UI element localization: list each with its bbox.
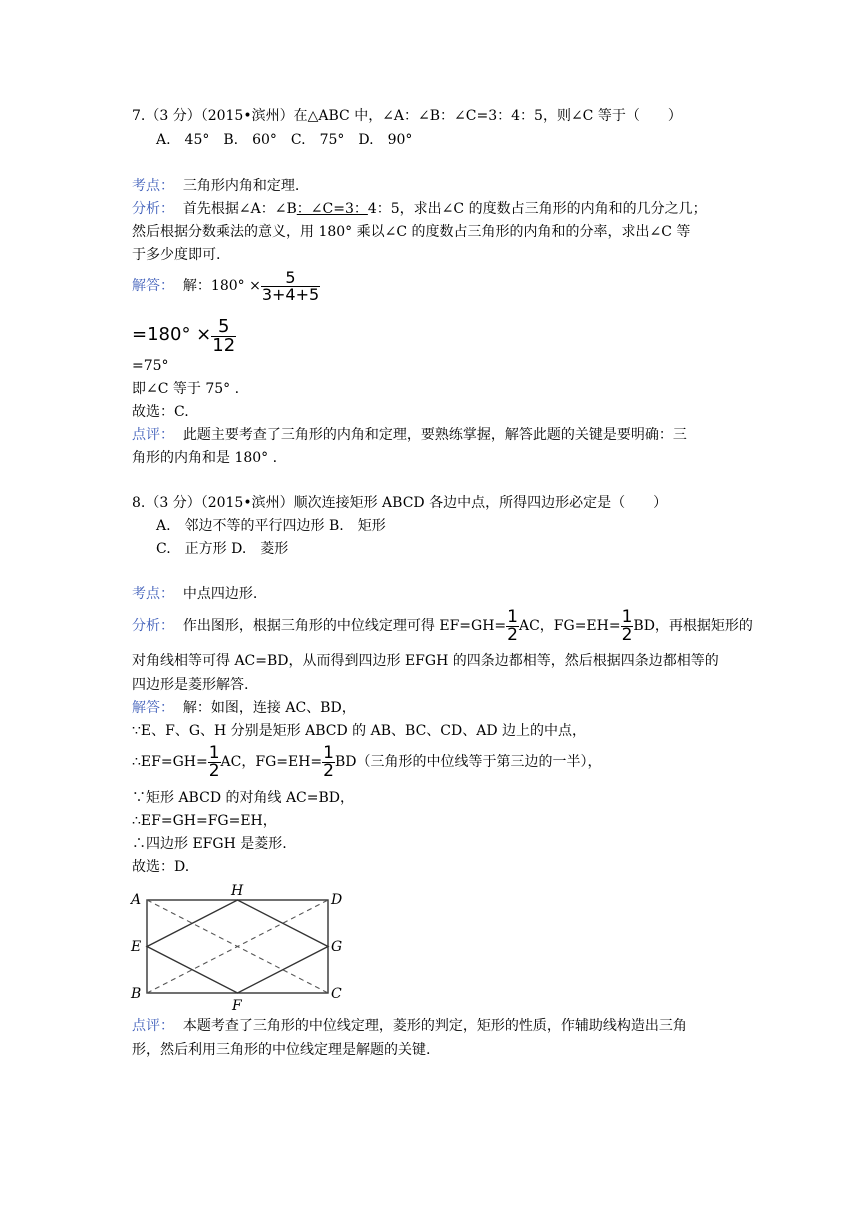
label-f: F (232, 998, 242, 1012)
q8-jieda-4: ∵矩形 ABCD 的对角线 AC=BD， (132, 790, 355, 806)
q7-fenxi-tag: 分析： (132, 201, 174, 217)
q8-half-num-3: 1 (208, 742, 220, 763)
q7-step4: 即∠C 等于 75° . (132, 381, 240, 397)
q8-jieda-1: 解：如图，连接 AC、BD， (182, 700, 356, 716)
q8-jieda-3a: ∴EF=GH= (132, 754, 208, 770)
q7-jieda-tag: 解答： (132, 278, 174, 294)
q8-half-fraction-4 (322, 742, 335, 781)
q8-jieda-3b: AC，FG=EH= (220, 754, 323, 770)
q8-fenxi-1a: 作出图形，根据三角形的中位线定理可得 EF=GH= (182, 618, 507, 634)
q7-dianping-tag: 点评： (132, 427, 174, 443)
label-d: D (331, 892, 343, 908)
q8-kaodian-text: 中点四边形. (182, 586, 258, 602)
q7-step2-line (132, 315, 236, 356)
q8-jieda-3c: BD（三角形的中位线等于第三边的一半）， (334, 754, 602, 770)
q7-fenxi-line-2: 然后根据分数乘法的意义，用 180° 乘以∠C 的度数占三角形的内角和的分率，求出∠C 等 (132, 224, 691, 240)
q8-options-1: A. 邻边不等的平行四边形 B. 矩形 (156, 518, 386, 534)
q7-options: A. 45° B. 60° C. 75° D. 90° (156, 132, 413, 148)
q8-options-2: C. 正方形 D. 菱形 (156, 541, 289, 557)
q8-dianping-line-1 (132, 1017, 687, 1035)
q7-dianping-line-2: 角形的内角和是 180° . (132, 450, 278, 466)
q8-half-den-4: 2 (323, 760, 334, 781)
q8-half-num-2: 1 (621, 606, 633, 627)
q8-half-fraction-2 (621, 606, 634, 645)
q8-jieda-2: ∵E、F、G、H 分别是矩形 ABCD 的 AB、BC、CD、AD 边上的中点， (132, 723, 587, 739)
q7-kaodian-tag: 考点： (132, 178, 174, 194)
q8-answer: 故选：D. (132, 859, 190, 875)
q7-kaodian-text: 三角形内角和定理. (182, 178, 300, 194)
q8-half-fraction-1 (506, 606, 519, 645)
q8-kaodian-tag: 考点： (132, 586, 174, 602)
q8-jieda-line (132, 699, 356, 717)
q7-jieda-pre: 解：180° × (182, 278, 261, 294)
q8-fenxi-line-1 (132, 606, 753, 646)
q8-fenxi-1b: AC，FG=EH= (518, 618, 621, 634)
q7-answer: 故选：C. (132, 404, 189, 420)
q7-frac1-den: 3+4+5 (261, 284, 320, 304)
q7-fraction-1 (261, 267, 320, 304)
label-h: H (231, 883, 244, 899)
q7-fenxi-1b: ：∠C=3： (296, 201, 368, 217)
q8-fenxi-line-3: 四边形是菱形解答. (132, 677, 249, 693)
q8-fenxi-line-2: 对角线相等可得 AC=BD，从而得到四边形 EFGH 的四条边都相等，然后根据四条边都相等的 (132, 653, 719, 669)
q7-step3: =75° (132, 358, 169, 374)
rectangle-rhombus-figure (128, 880, 350, 1012)
q7-jieda-line (132, 266, 320, 306)
q8-fenxi-1c: BD，再根据矩形的 (633, 618, 753, 634)
label-g: G (331, 939, 343, 955)
q7-fenxi-line-1 (132, 200, 707, 218)
q8-half-den-3: 2 (208, 760, 220, 781)
q8-jieda-6: ∴四边形 EFGH 是菱形. (132, 836, 287, 852)
q8-half-num-4: 1 (323, 742, 334, 763)
q8-half-den-2: 2 (621, 624, 633, 645)
q8-fenxi-tag: 分析： (132, 618, 174, 634)
q8-half-den-1: 2 (507, 624, 518, 645)
q7-step2-pre: =180° × (132, 324, 212, 345)
q8-half-num-1: 1 (507, 606, 518, 627)
label-c: C (331, 986, 342, 1002)
q8-half-fraction-3 (208, 742, 221, 781)
q7-fenxi-1a: 首先根据∠A：∠B (182, 201, 297, 217)
q8-dianping-1: 本题考查了三角形的中位线定理，菱形的判定，矩形的性质，作辅助线构造出三角 (182, 1018, 687, 1034)
q8-dianping-line-2: 形，然后利用三角形的中位线定理是解题的关键. (132, 1042, 431, 1058)
q7-dianping-1: 此题主要考查了三角形的内角和定理，要熟练掌握，解答此题的关键是要明确：三 (182, 427, 687, 443)
q7-frac2-num: 5 (217, 315, 230, 337)
label-e: E (131, 939, 142, 955)
label-b: B (131, 986, 142, 1002)
q8-jieda-tag: 解答： (132, 700, 174, 716)
q8-jieda-5: ∴EF=GH=FG=EH， (132, 813, 277, 829)
q8-dianping-tag: 点评： (132, 1018, 174, 1034)
q7-fenxi-line-3: 于多少度即可. (132, 247, 221, 263)
q7-dianping-line-1 (132, 426, 687, 444)
q7-fraction-2 (211, 315, 236, 356)
q8-jieda-3-line (132, 742, 601, 782)
label-a: A (131, 892, 142, 908)
q8-stem: 8.（3 分）（2015•滨州）顺次连接矩形 ABCD 各边中点，所得四边形必定是（ ） (132, 495, 668, 511)
q7-fenxi-1c: 4：5，求出∠C 的度数占三角形的内角和的几分之几； (367, 201, 707, 217)
q7-kaodian-line (132, 177, 299, 195)
q7-frac2-den: 12 (212, 334, 236, 356)
q8-kaodian-line (132, 585, 257, 603)
q7-stem: 7.（3 分）（2015•滨州）在△ABC 中，∠A：∠B：∠C=3：4：5，则∠C 等于（ ） (132, 108, 682, 124)
q7-frac1-num: 5 (285, 267, 296, 287)
